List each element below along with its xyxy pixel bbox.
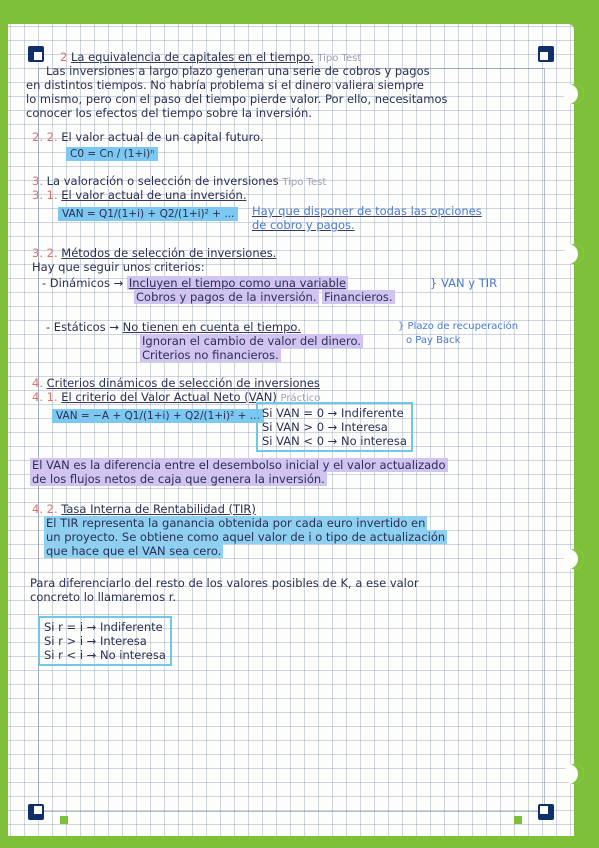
green-square-icon bbox=[60, 816, 68, 824]
van-note: de cobro y pagos. bbox=[252, 218, 355, 232]
tir-decision-box bbox=[38, 616, 172, 666]
punch-hole-icon bbox=[564, 244, 584, 264]
formula-van: VAN = Q1/(1+i) + Q2/(1+i)² + ... bbox=[58, 206, 238, 221]
van-definition-line: de los flujos netos de caja que genera la inversión. bbox=[32, 472, 325, 486]
dynamic-side-note: } VAN y TIR bbox=[430, 276, 498, 290]
notebook-page bbox=[8, 24, 574, 836]
corner-mark-icon bbox=[28, 804, 44, 820]
section-3-1-heading: 3. 1. El valor actual de una inversión. bbox=[32, 188, 247, 202]
section-3-heading: 3. La valoración o selección de inversiones Tipo Test bbox=[32, 174, 327, 188]
tir-case: Si r > i → Interesa bbox=[44, 634, 147, 648]
punch-hole-icon bbox=[564, 84, 584, 104]
section-2-body-line: lo mismo, pero con el paso del tiempo pierde valor. Por ello, necesitamos bbox=[26, 92, 448, 106]
corner-mark-icon bbox=[538, 46, 554, 62]
section-3-2-heading: 3. 2. Métodos de selección de inversiones. bbox=[32, 246, 277, 260]
formula-present-value: C0 = Cn / (1+i)ⁿ bbox=[66, 146, 158, 161]
van-case: Si VAN > 0 → Interesa bbox=[262, 420, 388, 434]
punch-hole-icon bbox=[564, 764, 584, 784]
tir-case: Si r < i → No interesa bbox=[44, 648, 166, 662]
van-case: Si VAN = 0 → Indiferente bbox=[262, 406, 404, 420]
tir-paragraph-line: Para diferenciarlo del resto de los valores posibles de K, a ese valor bbox=[30, 576, 419, 590]
criteria-intro: Hay que seguir unos criterios: bbox=[32, 260, 205, 274]
section-2-body-line: en distintos tiempos. No habría problema si el dinero valiera siempre bbox=[26, 78, 425, 92]
dynamic-criteria: - Dinámicos → Incluyen el tiempo como una variable bbox=[42, 276, 347, 290]
dynamic-criteria-line: Cobros y pagos de la inversión. Financieros. bbox=[136, 290, 393, 304]
formula-van-net: VAN = −A + Q1/(1+i) + Q2/(1+i)² + ... bbox=[52, 408, 264, 423]
section-2-heading: 2 La equivalencia de capitales en el tiempo. Tipo Test bbox=[60, 50, 362, 64]
van-decision-box bbox=[256, 402, 413, 452]
tir-definition-line: El TIR representa la ganancia obtenida por cada euro invertido en bbox=[46, 516, 426, 530]
van-case: Si VAN < 0 → No interesa bbox=[262, 434, 407, 448]
static-side-note: o Pay Back bbox=[406, 335, 461, 346]
tir-definition-line: un proyecto. Se obtiene como aquel valor de i o tipo de actualización bbox=[46, 530, 446, 544]
static-side-note: } Plazo de recuperación bbox=[398, 321, 519, 332]
van-note: Hay que disponer de todas las opciones bbox=[252, 204, 482, 218]
corner-mark-icon bbox=[28, 46, 44, 62]
section-2-body-line: conocer los efectos del tiempo sobre la inversión. bbox=[26, 106, 312, 120]
tir-definition-line: que hace que el VAN sea cero. bbox=[46, 544, 222, 558]
section-2-2-heading: 2. 2. El valor actual de un capital futuro. bbox=[32, 130, 264, 144]
tir-case: Si r = i → Indiferente bbox=[44, 620, 163, 634]
static-criteria-line: Ignoran el cambio de valor del dinero. bbox=[142, 334, 361, 348]
punch-hole-icon bbox=[564, 549, 584, 569]
corner-mark-icon bbox=[538, 804, 554, 820]
section-4-1-heading: 4. 1. El criterio del Valor Actual Neto (VAN) Práctico bbox=[32, 390, 321, 404]
green-square-icon bbox=[514, 816, 522, 824]
static-criteria: - Estáticos → No tienen en cuenta el tiempo. bbox=[46, 320, 301, 334]
static-criteria-line: Criterios no financieros. bbox=[142, 348, 279, 362]
section-2-body-line: Las inversiones a largo plazo generan una serie de cobros y pagos bbox=[46, 64, 430, 78]
tir-paragraph-line: concreto lo llamaremos r. bbox=[30, 590, 177, 604]
van-definition-line: El VAN es la diferencia entre el desembolso inicial y el valor actualizado bbox=[32, 458, 446, 472]
section-4-2-heading: 4. 2. Tasa Interna de Rentabilidad (TIR) bbox=[32, 502, 256, 516]
section-4-heading: 4. Criterios dinámicos de selección de inversiones bbox=[32, 376, 320, 390]
